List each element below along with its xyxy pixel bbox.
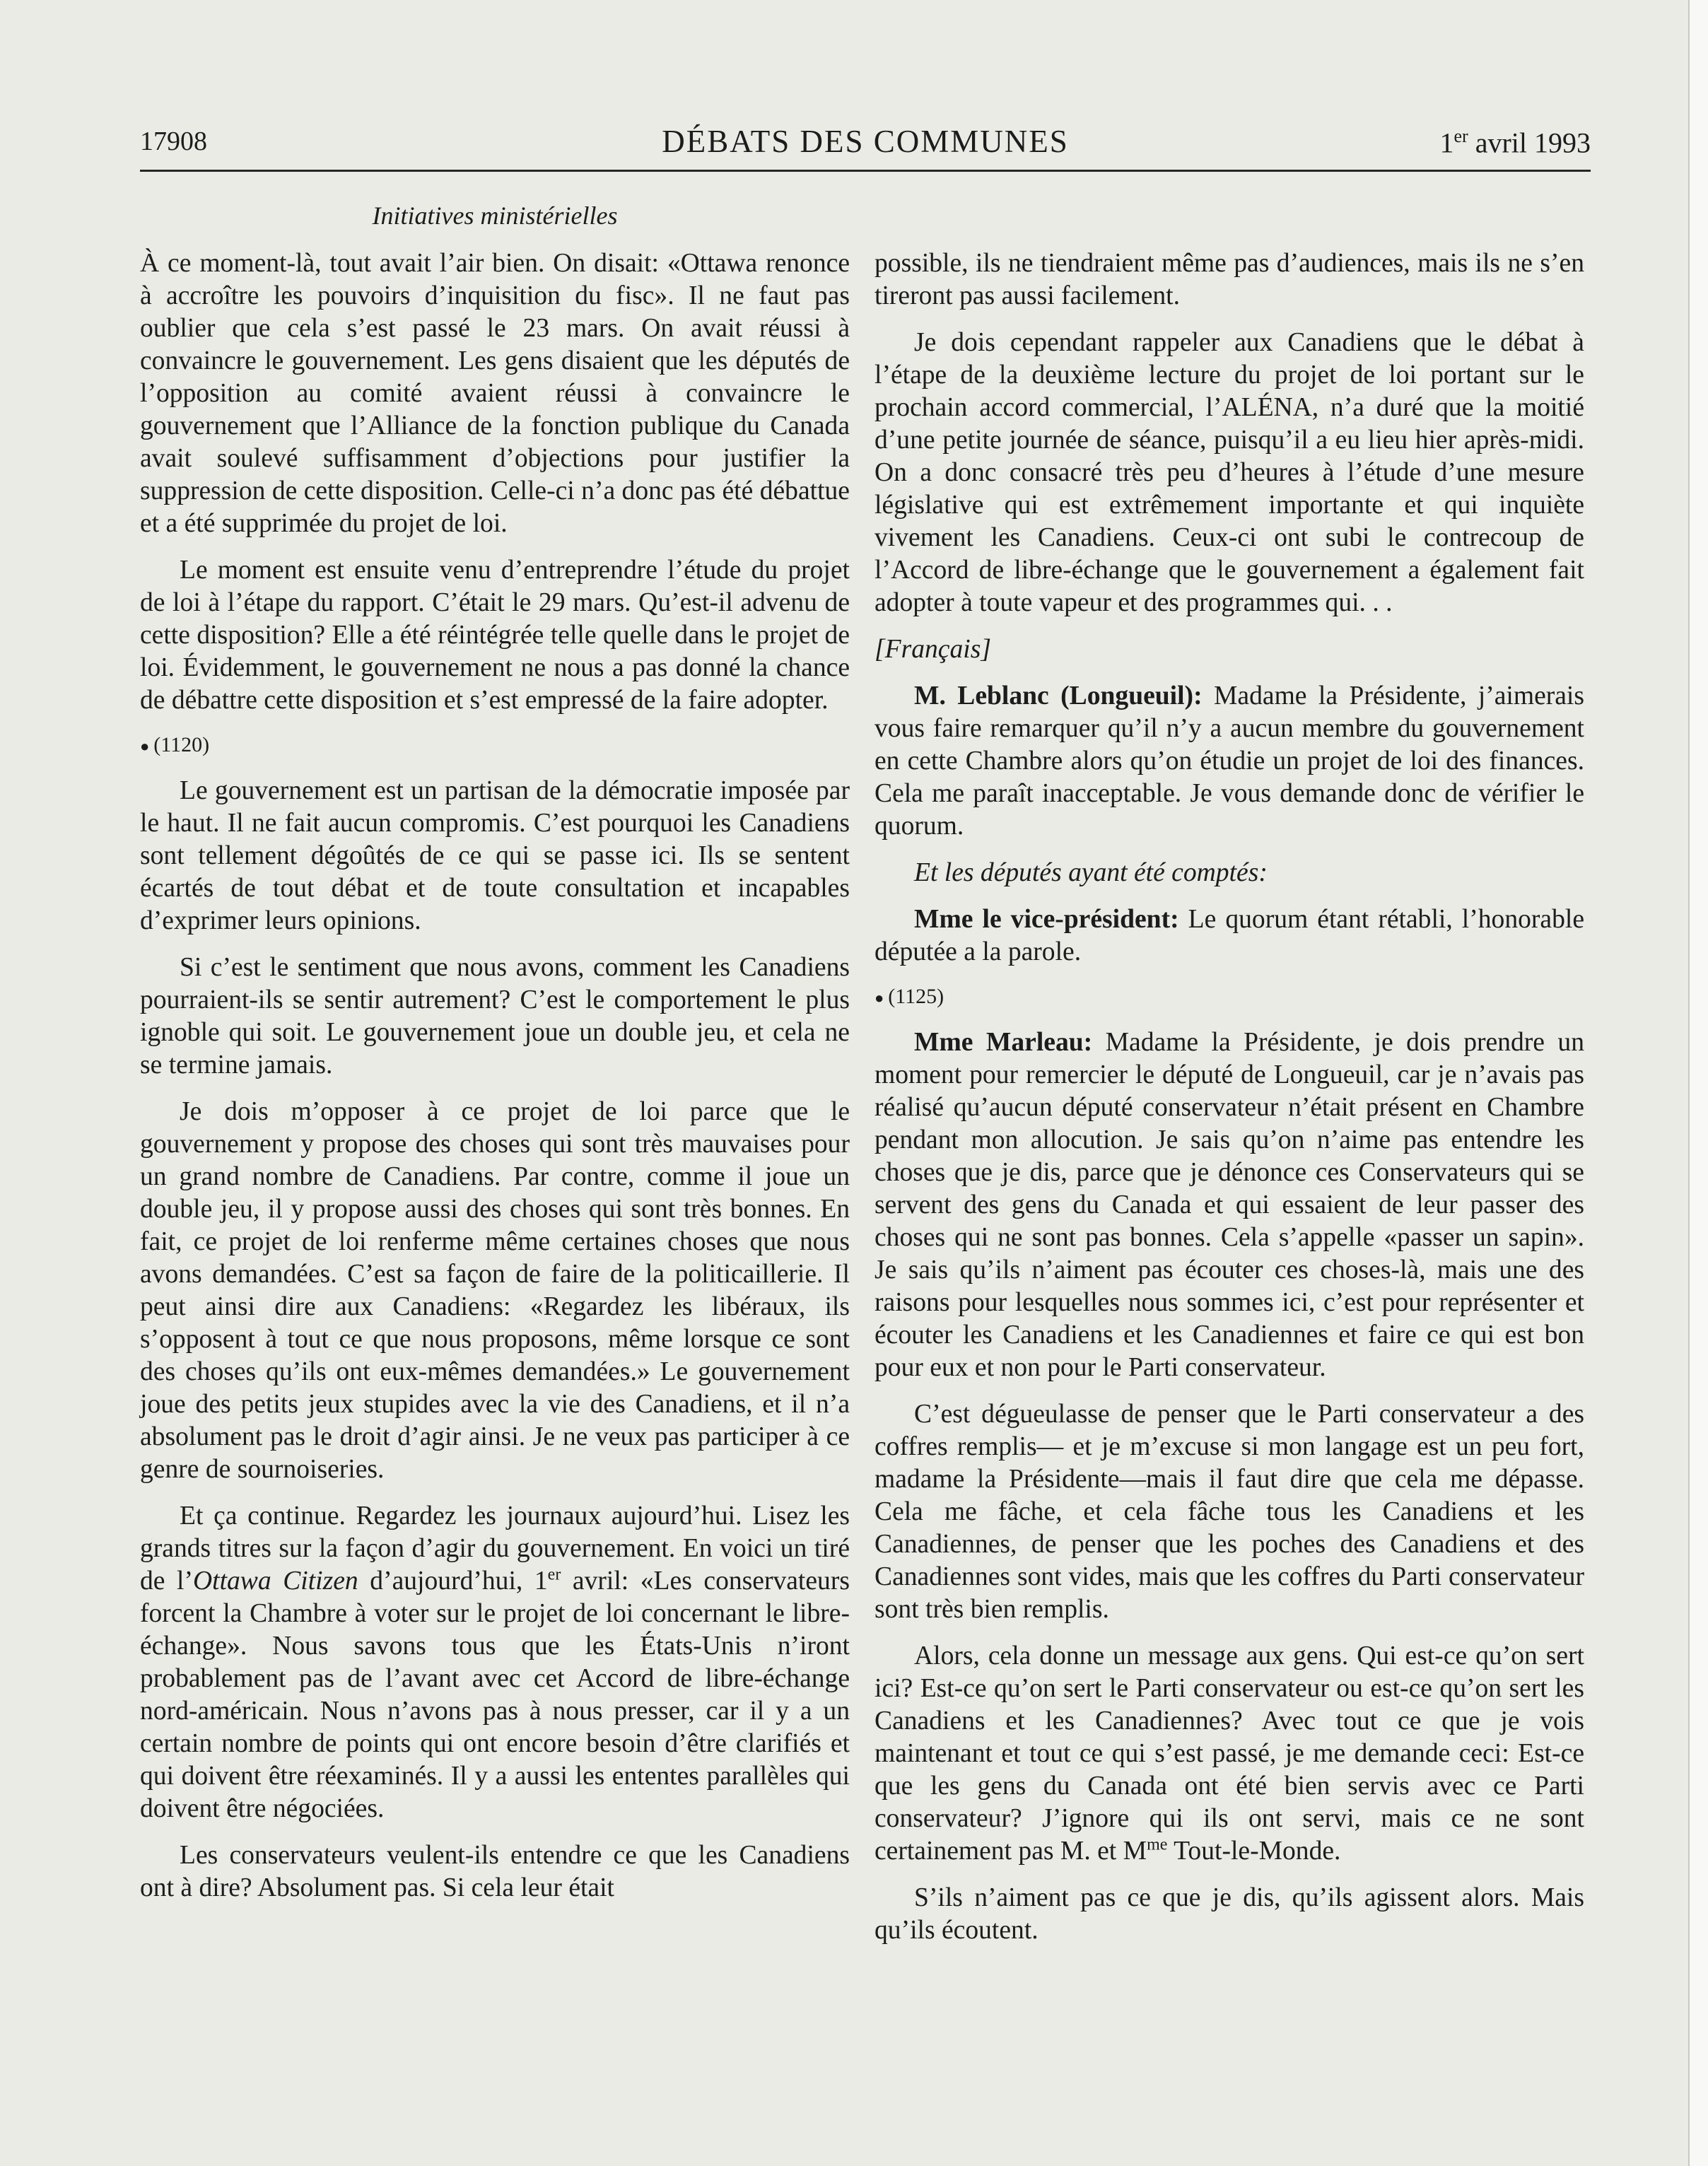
bullet-icon: ●: [140, 737, 150, 756]
paragraph: Je dois cependant rappeler aux Canadiens que le débat à l’étape de la deuxième lecture du projet de loi portant sur le prochain accord commercial, l’ALÉNA, n’a duré que la moitié d’une petite journée de séance, puisqu’il a eu lieu hier après-midi. On a donc consacré très peu d’heures à l’étude d’une mesure législative qui est extrêmement importante et qui inquiète vivement les Canadiens. Ceux-ci ont subi le contrecoup de l’Accord de libre-échange que le gouvernement a également fait adopter à toute vapeur et des programmes qui. . .: [875, 328, 1584, 617]
speech-paragraph: Mme le vice-président: Le quorum étant rétabli, l’honorable députée a la parole.: [875, 905, 1585, 966]
running-header: [140, 126, 1591, 172]
time-marker: ● (1125): [875, 985, 944, 1008]
paragraph: Les conservateurs veulent-ils entendre ce que les Canadiens ont à dire? Absolument pas. Si cela leur était: [140, 1841, 850, 1903]
left-column: [140, 247, 850, 1919]
procedural-note: Et les députés ayant été comptés:: [914, 858, 1268, 887]
page-number: 17908: [140, 127, 207, 156]
header-date: 1er avril 1993: [1439, 126, 1591, 159]
paragraph: Le gouvernement est un partisan de la démocratie imposée par le haut. Il ne fait aucun compromis. C’est pourquoi les Canadiens sont tellement dégoûtés de ce qui se passe ici. Ils se sentent écartés de tout débat et de toute consultation et incapables d’exprimer leurs opinions.: [140, 776, 850, 936]
paragraph: Et ça continue. Regardez les journaux aujourd’hui. Lisez les grands titres sur la façon d’agir du gouvernement. En voici un tiré de l’Ottawa Citizen d’aujourd’hui, 1er avril: «Les conservateurs forcent la Chambre à voter sur le projet de loi concernant le libre-échange». Nous savons tous que les États-Unis n’iront probablement pas de l’avant avec cet Accord de libre-échange nord-américain. Nous n’avons pas à nous presser, car il y a un certain nombre de points qui ont encore besoin d’être clarifiés et qui doivent être réexaminés. Il y a aussi les ententes parallèles qui doivent être négociées.: [140, 1501, 850, 1824]
paragraph: Je dois m’opposer à ce projet de loi parce que le gouvernement y propose des choses qui sont très mauvaises pour un grand nombre de Canadiens. Par contre, comme il joue un double jeu, il y propose aussi des choses qui sont très bonnes. En fait, ce projet de loi renferme même certaines choses que nous avons demandées. C’est sa façon de faire de la politicaillerie. Il peut ainsi dire aux Canadiens: «Regardez les libéraux, ils s’opposent à tout ce que nous proposons, même lorsque ce sont des choses qu’ils ont eux-mêmes demandées.» Le gouvernement joue des petits jeux stupides avec la vie des Canadiens, et il n’a absolument pas le droit d’agir ainsi. Je ne veux pas participer à ce genre de sournoiseries.: [140, 1097, 850, 1485]
paragraph: À ce moment-là, tout avait l’air bien. On disait: «Ottawa renonce à accroître les pouvoirs d’inquisition du fisc». Il ne faut pas oublier que cela s’est passé le 23 mars. On avait réussi à convaincre le gouvernement. Les gens disaient que les députés de l’opposition au comité avaient réussi à convaincre le gouvernement que l’Alliance de la fonction publique du Canada avait soulevé suffisamment d’objections pour justifier la suppression de cette disposition. Celle-ci n’a donc pas été débattue et a été supprimée du projet de loi.: [140, 249, 850, 538]
speech-paragraph: Mme Marleau: Madame la Présidente, je dois prendre un moment pour remercier le député de Longueuil, car je n’avais pas réalisé qu’aucun député conservateur n’était présent en Chambre pendant mon allocution. Je sais qu’on n’aime pas entendre les choses que je dis, parce que je dénonce ces Conservateurs qui se servent des gens du Canada et qui essaient de leur passer des choses qui ne sont pas bonnes. Cela s’appelle «passer un sapin». Je sais qu’ils n’aiment pas écouter ces choses-là, mais une des raisons pour lesquelles nous sommes ici, c’est pour représenter et écouter les Canadiens et les Canadiennes et faire ce qui est bon pour eux et non pour le Parti conservateur.: [875, 1028, 1584, 1383]
bullet-icon: ●: [875, 989, 884, 1007]
speaker-name: Mme Marleau:: [914, 1028, 1093, 1058]
right-column: [875, 247, 1584, 1961]
paragraph: Alors, cela donne un message aux gens. Qui est-ce qu’on sert ici? Est-ce qu’on sert le Parti conservateur ou est-ce qu’on sert les Canadiens et les Canadiennes? Avec tout ce que je vois maintenant et tout ce qui s’est passé, je me demande ceci: Est-ce que les gens du Canada ont été bien servis avec ce Parti conservateur? J’ignore qui ils ont servi, mais ce ne sont certainement pas M. et $M^{me}$ Tout-le-Monde.: [875, 1641, 1584, 1866]
time-marker: ● (1120): [140, 733, 210, 756]
paragraph: S’ils n’aiment pas ce que je dis, qu’ils agissent alors. Mais qu’ils écoutent.: [875, 1883, 1584, 1945]
paragraph: Le moment est ensuite venu d’entreprendre l’étude du projet de loi à l’étape du rapport. C’était le 29 mars. Qu’est-il advenu de cette disposition? Elle a été réintégrée telle quelle dans le projet de loi. Évidemment, le gouvernement ne nous a pas donné la chance de débattre cette disposition et s’est empressé de la faire adopter.: [140, 556, 850, 715]
paragraph: possible, ils ne tiendraient même pas d’audiences, mais ils ne s’en tireront pas aussi facilement.: [875, 249, 1584, 310]
speaker-name: M. Leblanc (Longueuil):: [914, 681, 1203, 710]
paragraph: Si c’est le sentiment que nous avons, comment les Canadiens pourraient-ils se sentir autrement? C’est le comportement le plus ignoble qui soit. Le gouvernement joue un double jeu, et cela ne se termine jamais.: [140, 953, 850, 1080]
page-edge: [1688, 0, 1708, 2166]
speaker-name: Mme le vice-président:: [914, 905, 1179, 934]
publication-title: DÉBATS DES COMMUNES: [662, 124, 1069, 159]
language-tag: [Français]: [875, 635, 991, 664]
paragraph: C’est dégueulasse de penser que le Parti conservateur a des coffres remplis— et je m’excuse si mon langage est un peu fort, madame la Présidente—mais il faut dire que cela me dépasse. Cela me fâche, et cela fâche tous les Canadiens et les Canadiennes, de penser que les poches des Canadiens et des Canadiennes sont vides, mais que les coffres du Parti conservateur sont très bien remplis.: [875, 1400, 1584, 1624]
section-title: Initiatives ministérielles: [372, 201, 618, 230]
speech-paragraph: M. Leblanc (Longueuil): Madame la Présidente, j’aimerais vous faire remarquer qu’il n’y a aucun membre du gouvernement en cette Chambre alors qu’on étudie un projet de loi des finances. Cela me paraît inacceptable. Je vous demande donc de vérifier le quorum.: [875, 681, 1584, 841]
